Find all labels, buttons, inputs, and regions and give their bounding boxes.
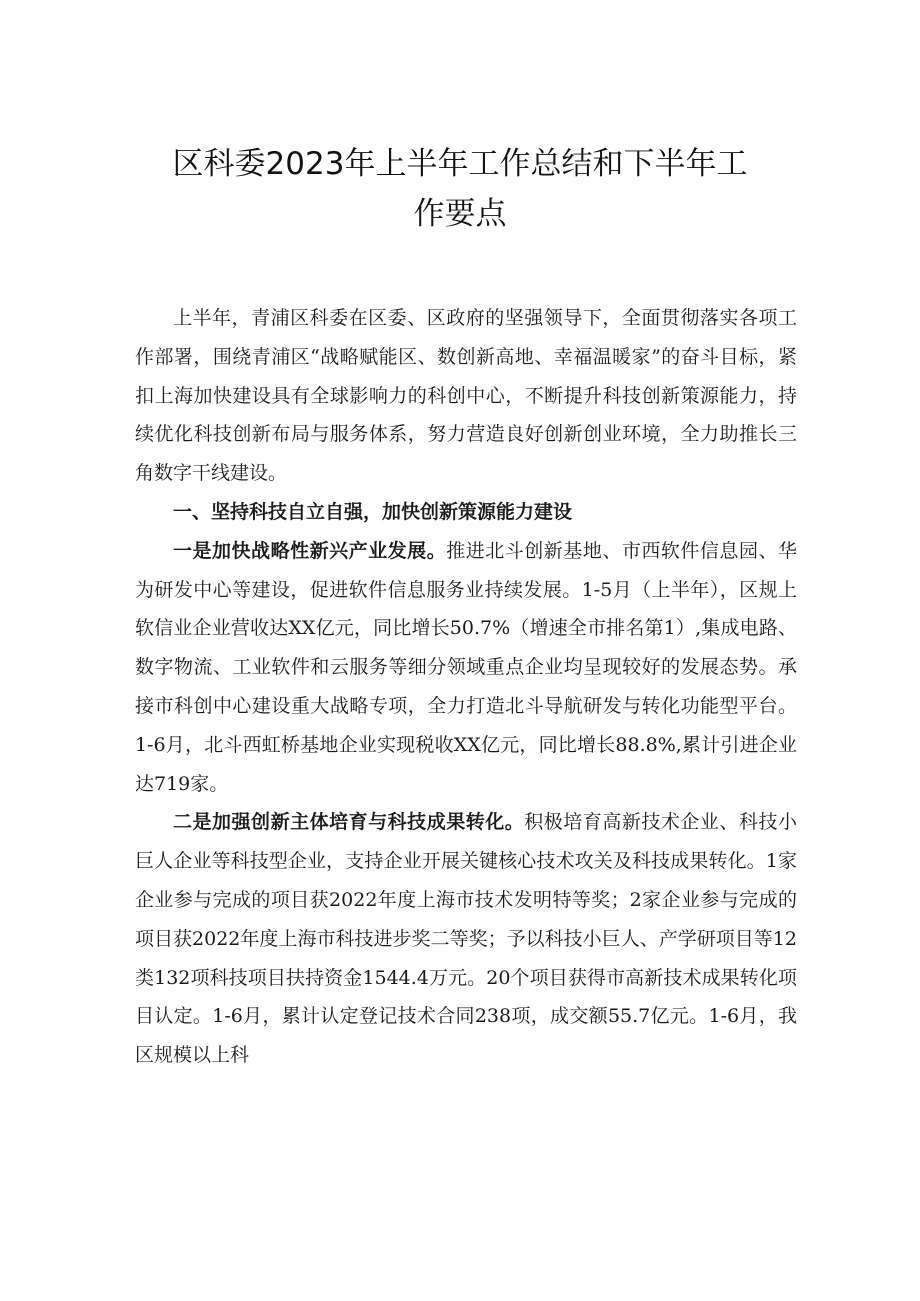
- paragraph-2-text: 积极培育高新技术企业、科技小巨人企业等科技型企业，支持企业开展关键核心技术攻关及科技成果转化。1家企业参与完成的项目获2022年度上海市技术发明特等奖；2家企业参与完成的项目获2022年度上海市科技进步奖二等奖；予以科技小巨人、产学研项目等12类132项科技项目扶持资金1544.4万元。20个项目获得市高新技术成果转化项目认定。1-6月，累计认定登记技术合同238项，成交额55.7亿元。1-6月，我区规模以上科: [135, 811, 797, 1067]
- intro-paragraph: 上半年，青浦区科委在区委、区政府的坚强领导下，全面贯彻落实各项工作部署，围绕青浦区“战略赋能区、数创新高地、幸福温暖家”的奋斗目标，紧扣上海加快建设具有全球影响力的科创中心，不断提升科技创新策源能力，持续优化科技创新布局与服务体系，努力营造良好创新创业环境，全力助推长三角数字干线建设。: [135, 307, 797, 485]
- document-title-line-1: 区科委2023年上半年工作总结和下半年工: [172, 146, 748, 182]
- paragraph-2: [135, 803, 797, 1075]
- paragraph-1-lead: 一是加快战略性新兴产业发展。: [173, 539, 447, 562]
- section-heading: 一、坚持科技自立自强，加快创新策源能力建设: [173, 500, 573, 523]
- paragraph-1-text: 推进北斗创新基地、市西软件信息园、华为研发中心等建设，促进软件信息服务业持续发展。1-5月（上半年），区规上软信业企业营收达XX亿元，同比增长50.7%（增速全市排名第1）,集成电路、数字物流、工业软件和云服务等细分领域重点企业均呈现较好的发展态势。承接市科创中心建设重大战略专项，全力打造北斗导航研发与转化功能型平台。1-6月，北斗西虹桥基地企业实现税收XX亿元，同比增长88.8%,累计引进企业达719家。: [135, 539, 797, 795]
- document-title-line-2: 作要点: [413, 196, 507, 232]
- paragraph-1: [135, 532, 797, 804]
- document-body: [135, 299, 797, 1075]
- paragraph-2-lead: 二是加强创新主体培育与科技成果转化。: [173, 811, 525, 834]
